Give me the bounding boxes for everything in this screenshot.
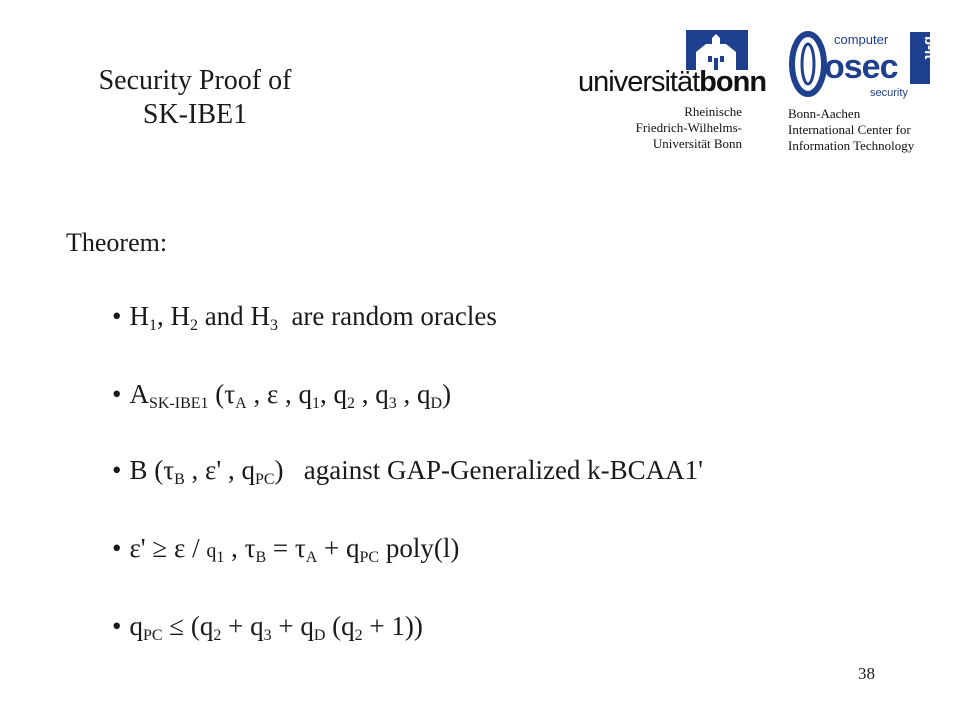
formula-token: ε' (129, 533, 146, 563)
formula-token: + (324, 533, 340, 563)
formula-token: q (250, 611, 264, 641)
formula-token: A (305, 549, 318, 566)
formula-token: D (430, 395, 443, 412)
cosec-subtitle (788, 106, 914, 154)
bonn-sub-line: Rheinische (684, 104, 742, 119)
cosec-main-word: osec (824, 48, 898, 86)
formula-token: 2 (354, 627, 363, 644)
cosec-bit-word: b-it (921, 36, 938, 60)
bonn-subtitle (636, 104, 742, 152)
formula-token: 2 (189, 317, 198, 334)
university-bonn-logo (578, 28, 767, 151)
cosec-sub-line: Bonn-Aachen (788, 106, 861, 121)
title-line-2: SK-IBE1 (142, 99, 248, 130)
formula-token: 2 (347, 395, 356, 412)
formula-token: q (199, 611, 214, 641)
formula-token: q (333, 379, 348, 409)
formula-token: D (313, 627, 326, 644)
bullet-random-oracles: • $H_1$, $H_2$ and $H_3$ are random oracles (112, 301, 497, 334)
formula-token: = (272, 533, 289, 563)
bullet-advantage: • $\varepsilon' \ge \varepsilon / q_1$ , $\tau_B = \tau_A + q_{PC}$ poly(l) (112, 533, 460, 566)
formula-token: q (375, 379, 389, 409)
formula-token: H (170, 301, 190, 331)
formula-token: q (417, 379, 431, 409)
formula-token: q (241, 455, 255, 485)
formula-token: / (192, 533, 200, 563)
slide-title (60, 64, 330, 132)
formula-token: ≤ (169, 611, 185, 641)
formula-token: q (346, 533, 360, 563)
formula-token: q (206, 540, 217, 562)
bonn-sub-line: Friedrich-Wilhelms- (635, 120, 742, 135)
formula-token: A (129, 379, 149, 409)
title-line-1: Security Proof of (98, 65, 292, 96)
bullet-query-bound: • $q_{PC} \le (q_2 + q_3 + q_D$ $(q_2 + 1)$) (112, 611, 423, 644)
formula-token: ≥ (152, 533, 168, 563)
formula-token: PC (359, 549, 380, 566)
cosec-top-word: computer (834, 32, 889, 47)
theorem-label: Theorem: (66, 228, 168, 257)
formula-token: q (300, 611, 314, 641)
bonn-wordmark (578, 66, 766, 99)
formula-token: 2 (213, 627, 222, 644)
formula-token: 3 (263, 627, 272, 644)
formula-token: τ (224, 379, 236, 409)
cosec-mark-icon (788, 28, 936, 100)
formula-token: B (129, 455, 148, 485)
bonn-sub-line: Universität Bonn (652, 136, 742, 151)
formula-token: 1 (216, 549, 225, 566)
formula-token: PC (142, 627, 163, 644)
cosec-sub-line: International Center for (788, 122, 911, 137)
formula-token: PC (254, 471, 275, 488)
cosec-sub-line: Information Technology (788, 138, 915, 153)
bonn-word-bold: bonn (699, 66, 767, 98)
formula-token: τ (244, 533, 256, 563)
formula-token: 1 (312, 395, 321, 412)
formula-token: B (174, 471, 185, 488)
formula-token: τ (163, 455, 175, 485)
formula-token: q (298, 379, 313, 409)
formula-token: + (228, 611, 244, 641)
bonn-word-regular: universität (578, 66, 700, 98)
formula-token: and (204, 301, 244, 331)
formula-token: are random oracles (291, 301, 497, 331)
formula-token: H (250, 301, 270, 331)
formula-token: τ (294, 533, 306, 563)
formula-token: ε (266, 379, 279, 409)
formula-token: 1 (148, 317, 157, 334)
formula-token: 3 (269, 317, 278, 334)
formula-token: ε' (205, 455, 222, 485)
formula-token: q (129, 611, 143, 641)
formula-token: 3 (388, 395, 397, 412)
formula-token: ε (173, 533, 186, 563)
formula-token: 1 (391, 611, 405, 641)
bullet-reduction: • B ($\tau_B$ , ε' , $q_{PC}$) against GAP-Generalized k-BCAA1' (112, 455, 704, 488)
formula-token: H (129, 301, 149, 331)
cosec-logo (786, 28, 938, 153)
formula-token: + (278, 611, 294, 641)
bullet-adversary: • $A_{SK-IBE1}$ ($\tau_A$ , ε , $q_1$, $q_2$ , $q_3$ , $q_D$) (112, 379, 452, 412)
bonn-building-icon (686, 30, 748, 70)
formula-token: B (255, 549, 267, 566)
formula-token: q (341, 611, 355, 641)
cosec-security-word: security (870, 87, 908, 99)
formula-token: poly(l) (385, 533, 460, 563)
formula-token: SK-IBE1 (148, 395, 209, 412)
page-number: 38 (858, 664, 875, 683)
formula-token: + (369, 611, 385, 641)
formula-token: A (235, 395, 247, 412)
formula-token: against GAP-Generalized k-BCAA1' (303, 455, 704, 485)
